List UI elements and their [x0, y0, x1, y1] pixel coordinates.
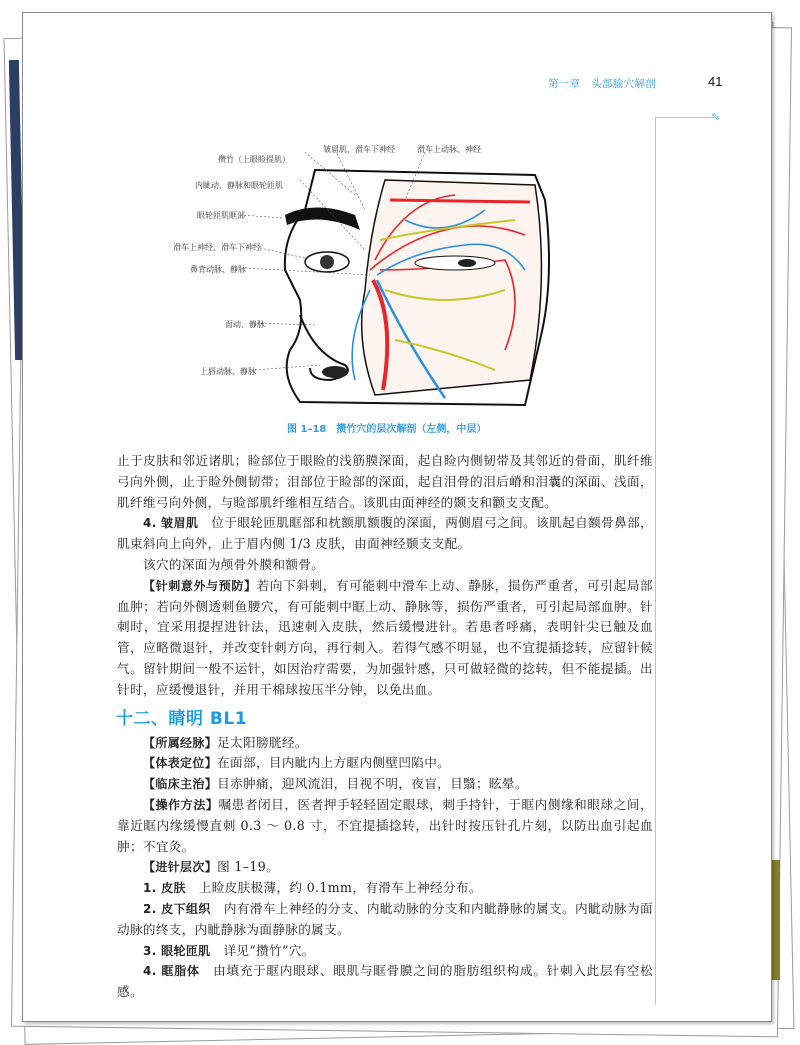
figure-caption: 图 1–18 攒竹穴的层次解剖（左侧，中层） — [287, 424, 487, 435]
section-item: 2. 皮下组织 内有滑车上神经的分支、内眦动脉的分支和内眦静脉的属支。内眦动脉为面动脉的终支，内眦静脉为面静脉的属支。 — [117, 900, 653, 937]
figure-label: 滑车上神经、滑车下神经 — [173, 243, 261, 252]
section-item: 1. 皮肤 上睑皮肤极薄，约 0.1mm，有滑车上神经分布。 — [143, 880, 482, 896]
pen-icon: ✎ — [711, 111, 721, 124]
section-item: 【操作方法】嘱患者闭目，医者押手轻轻固定眼球，刺手持针，于眶内侧缘和眼球之间，靠近眶内缘缓慢直刺 0.3 ～ 0.8 寸，不宜提插捻转，出针时按压针孔片刻，以防出血引起血肿；不宜灸。 — [117, 796, 653, 854]
section-item: 3. 眼轮匝肌 详见“攒竹”穴。 — [143, 942, 315, 958]
figure-label: 眼轮匝肌眶部 — [197, 211, 245, 220]
section-item: 【体表定位】在面部，目内眦内上方眶内侧壁凹陷中。 — [143, 755, 451, 771]
page-number: 41 — [708, 74, 723, 89]
paragraph: 【针刺意外与预防】若向下斜刺，有可能刺中滑车上动、静脉，损伤严重者，可引起局部血肿；若向外侧透刺鱼腰穴，有可能刺中眶上动、静脉等，损伤严重者，可引起局部血肿。针刺时，宜采用提捏进针法，迅速刺入皮肤，然后缓慢进针。若患者呼痛，表明针尖已触及血管，应略微退针，并改变针刺方向，再行刺入。若得气感不明显，也不宜提插捻转，应留针候气。留针期间一般不运针，如因治疗需要，为加强针感，只可做轻微的捻转，但不能提插。出针时，应缓慢退针，并用干棉球按压半分钟，以免出血。 — [117, 577, 654, 697]
figure-label: 面动、静脉 — [225, 320, 265, 329]
figure-label: 鼻背动脉、静脉 — [190, 265, 246, 274]
section-item: 【进针层次】图 1–19。 — [143, 859, 280, 875]
body-text — [117, 451, 653, 1003]
running-header: 第一章 头部腧穴解剖 — [548, 78, 656, 90]
section-heading: 十二、睛明 BL1 — [116, 708, 248, 729]
figure-label: 皱眉肌，滑车下神经 — [323, 145, 395, 154]
paragraph: 该穴的深面为颅骨外膜和额骨。 — [143, 556, 325, 572]
anatomy-figure — [173, 140, 555, 410]
figure-label: 滑车上动脉、神经 — [417, 145, 481, 154]
figure-label: 攒竹（上眼睑提肌） — [218, 155, 290, 164]
figure-label: 内眦动、静脉和眼轮匝肌 — [195, 181, 283, 190]
section-item: 【临床主治】目赤肿痛，迎风流泪，目视不明，夜盲，目翳；眩晕。 — [143, 776, 528, 792]
paragraph: 4. 皱眉肌 位于眼轮匝肌眶部和枕额肌额腹的深面，两侧眉弓之间。该肌起自额骨鼻部，肌束斜向上向外，止于眉内侧 1/3 皮肤，由面神经颞支支配。 — [117, 515, 653, 552]
margin-rule — [655, 123, 656, 1005]
margin-bracket — [655, 117, 714, 124]
section-item: 4. 眶脂体 由填充于眶内眼球、眼肌与眶骨膜之间的脂肪组织构成。针刺入此层有空松感。 — [117, 963, 653, 1000]
figure-label: 上唇动脉、静脉 — [200, 367, 256, 376]
paragraph: 止于皮肤和邻近诸肌；睑部位于眼睑的浅筋膜深面，起自睑内侧韧带及其邻近的骨面，肌纤维弓向外侧，止于睑外侧韧带；泪部位于睑部的深面，起自泪骨的泪后嵴和泪囊的深面、浅面，肌纤维弓向外侧，与睑部肌纤维相互结合。该肌由面神经的颞支和颧支支配。 — [117, 453, 653, 510]
section-item: 【所属经脉】足太阳膀胱经。 — [143, 734, 308, 750]
